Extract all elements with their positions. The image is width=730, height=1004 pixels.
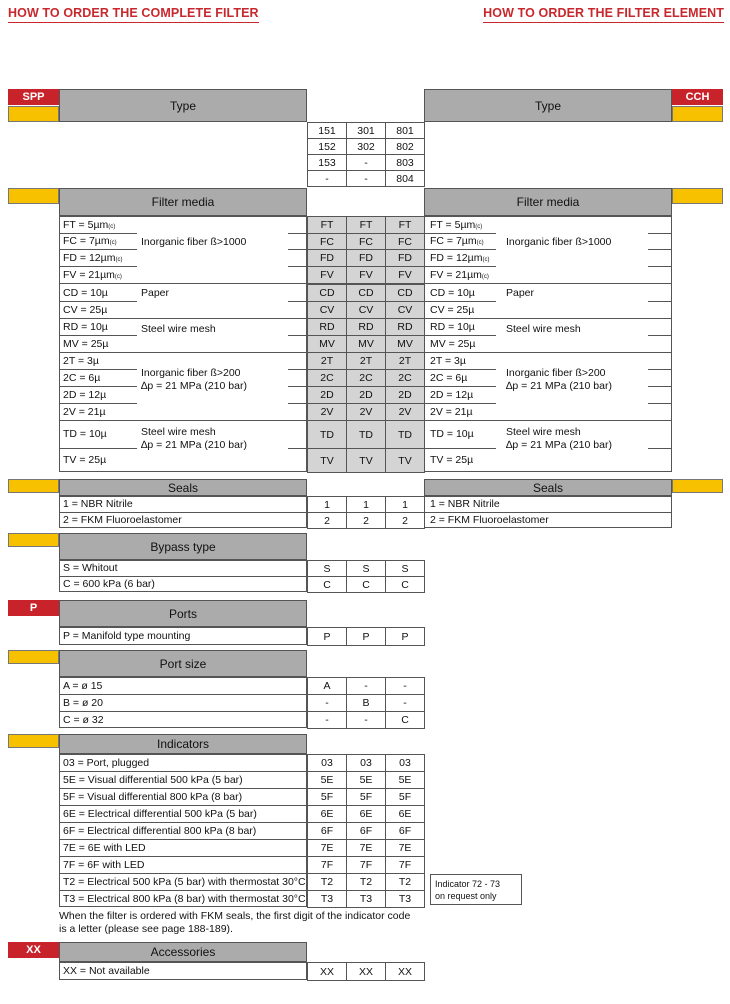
media-option-element	[430, 269, 489, 283]
media-code-cell: TV	[385, 448, 425, 473]
media-divider	[59, 369, 137, 370]
media-divider	[59, 386, 137, 387]
media-option-label: MV = 25µ	[430, 337, 476, 350]
indicators-code-cell: T3	[385, 890, 425, 908]
media-option	[63, 252, 122, 266]
media-code-cell: 2D	[307, 386, 347, 404]
media-option-label: MV = 25µ	[63, 337, 109, 350]
media-divider	[648, 233, 672, 234]
media-option-label: RD = 10µ	[63, 320, 108, 333]
media-group-divider	[59, 283, 307, 284]
media-divider	[648, 369, 672, 370]
media-divider	[424, 403, 496, 404]
media-group-divider	[424, 420, 672, 421]
indicators-option: T2 = Electrical 500 kPa (5 bar) with thermostat 30°C	[63, 875, 306, 888]
media-option-label: FV = 21µm	[63, 268, 115, 281]
portsize-code-cell: A	[307, 677, 347, 695]
media-divider	[424, 369, 496, 370]
media-option-label: 2C = 6µ	[430, 371, 468, 384]
media-code-cell: CV	[307, 301, 347, 319]
media-option-label: FV = 21µm	[430, 268, 482, 281]
media-option	[63, 454, 106, 466]
media-divider	[424, 266, 496, 267]
media-option-element	[430, 355, 466, 367]
media-option	[63, 355, 99, 367]
bypass-option: C = 600 kPa (6 bar)	[63, 578, 155, 590]
media-code-cell: FC	[307, 233, 347, 250]
seals-header-right: Seals	[424, 479, 672, 496]
indicators-divider	[59, 788, 307, 789]
media-divider	[288, 335, 307, 336]
media-divider	[648, 386, 672, 387]
indicators-option: 6E = Electrical differential 500 kPa (5 bar)	[63, 807, 257, 820]
media-divider	[59, 448, 137, 449]
seal-code-cell: 2	[346, 512, 386, 529]
media-option	[63, 304, 107, 316]
seal-code-cell: 1	[385, 496, 425, 513]
portsize-option: C = ø 32	[63, 713, 104, 726]
media-divider	[288, 301, 307, 302]
indicators-code-cell: T3	[346, 890, 386, 908]
seal-code-cell: 2	[307, 512, 347, 529]
type-header-right: Type	[424, 89, 672, 122]
portsize-code-cell: -	[346, 711, 386, 729]
media-group-divider	[424, 352, 672, 353]
media-description-element: ∆p = 21 MPa (210 bar)	[506, 380, 612, 392]
media-option-label: FT = 5µm	[63, 218, 109, 231]
portsize-code-cell: -	[346, 677, 386, 695]
media-description-element: ∆p = 21 MPa (210 bar)	[506, 439, 612, 451]
portsize-header: Port size	[59, 650, 307, 677]
indicators-option: T3 = Electrical 800 kPa (8 bar) with thermostat 30°C	[63, 892, 306, 905]
indicators-code-cell: 5F	[385, 788, 425, 806]
footnote-line: is a letter (please see page 188-189).	[59, 923, 233, 935]
media-description-element: Steel wire mesh	[506, 323, 581, 335]
media-code-cell: FT	[385, 216, 425, 234]
media-code-cell: FC	[346, 233, 386, 250]
portsize-code-cell: C	[385, 711, 425, 729]
ports-header: Ports	[59, 600, 307, 627]
portsize-code-cell: -	[307, 694, 347, 712]
media-suffix: (c)	[482, 256, 490, 263]
media-option	[63, 406, 106, 418]
media-option-element	[430, 406, 473, 418]
indicators-option: 5F = Visual differential 800 kPa (8 bar)	[63, 790, 243, 803]
media-description: Steel wire mesh	[141, 323, 216, 335]
media-option-label: CD = 10µ	[430, 286, 475, 299]
portsize-divider	[59, 711, 307, 712]
media-code-cell: CV	[385, 301, 425, 319]
seal-option-element: 1 = NBR Nitrile	[430, 498, 500, 510]
footnote-line: When the filter is ordered with FKM seals, the first digit of the indicator code	[59, 910, 411, 922]
media-option-label: FD = 12µm	[63, 251, 116, 264]
media-option-label: 2T = 3µ	[430, 354, 466, 367]
media-option-label: CV = 25µ	[430, 303, 475, 316]
portsize-code-cell: -	[385, 694, 425, 712]
ports-code-cell: P	[346, 627, 386, 646]
media-description: Inorganic fiber ß>200	[141, 367, 241, 379]
media-code-cell: CD	[385, 284, 425, 302]
media-code-cell: FC	[385, 233, 425, 250]
media-code-cell: FV	[385, 266, 425, 284]
media-suffix: (c)	[475, 223, 483, 230]
media-divider	[424, 448, 496, 449]
media-description-element: Inorganic fiber ß>200	[506, 367, 606, 379]
media-divider	[648, 335, 672, 336]
indicators-code-cell: 7F	[307, 856, 347, 874]
media-code-cell: RD	[346, 318, 386, 336]
indicators-code-cell: 5F	[307, 788, 347, 806]
media-option-label: FD = 12µm	[430, 251, 483, 264]
media-code-cell: 2T	[346, 352, 386, 370]
media-code-cell: MV	[385, 335, 425, 353]
media-option-label: FT = 5µm	[430, 218, 476, 231]
type-code-cell: -	[307, 170, 347, 187]
media-divider	[288, 233, 307, 234]
media-description: Inorganic fiber ß>1000	[141, 236, 247, 248]
portsize-code-cell: -	[307, 711, 347, 729]
indicators-marker	[8, 734, 59, 748]
media-option-label: 2V = 21µ	[430, 405, 473, 418]
media-option-element	[430, 372, 467, 384]
media-option-element	[430, 252, 489, 266]
portsize-code-cell: B	[346, 694, 386, 712]
media-group-divider	[59, 318, 307, 319]
indicators-divider	[59, 771, 307, 772]
type-code-cell: 801	[385, 122, 425, 139]
media-suffix: (c)	[108, 223, 116, 230]
media-code-cell: FV	[346, 266, 386, 284]
media-code-cell: TD	[346, 420, 386, 449]
indicators-code-cell: 7E	[346, 839, 386, 857]
media-group-divider	[424, 283, 672, 284]
seal-option: 1 = NBR Nitrile	[63, 498, 133, 510]
accessories-code-cell: XX	[385, 962, 425, 981]
media-code-cell: 2D	[385, 386, 425, 404]
media-option-element	[430, 235, 484, 249]
media-divider	[648, 403, 672, 404]
indicators-option: 5E = Visual differential 500 kPa (5 bar)	[63, 773, 243, 786]
indicators-option: 03 = Port, plugged	[63, 756, 150, 769]
seal-code-cell: 1	[346, 496, 386, 513]
indicators-code-cell: 6F	[385, 822, 425, 840]
type-code-cell: 152	[307, 138, 347, 155]
media-code-cell: MV	[307, 335, 347, 353]
code-ports: P	[8, 600, 59, 616]
media-group-divider	[424, 318, 672, 319]
seals-divider	[424, 512, 672, 513]
media-option-label: TD = 10µ	[430, 428, 474, 440]
type-header-left: Type	[59, 89, 307, 122]
type-marker-left	[8, 106, 59, 122]
seal-code-cell: 2	[385, 512, 425, 529]
indicators-code-cell: 03	[346, 754, 386, 772]
ports-option: P = Manifold type mounting	[63, 630, 191, 642]
media-divider	[424, 386, 496, 387]
code-accessories: XX	[8, 942, 59, 958]
type-code-cell: 301	[346, 122, 386, 139]
media-code-cell: TD	[385, 420, 425, 449]
media-option-label: FC = 7µm	[63, 235, 110, 247]
type-code-cell: -	[346, 154, 386, 171]
indicators-option: 7F = 6F with LED	[63, 858, 145, 871]
indicator-footnote	[59, 910, 429, 936]
type-code-cell: 302	[346, 138, 386, 155]
media-option-element	[430, 428, 474, 440]
bypass-marker	[8, 533, 59, 547]
media-option	[63, 389, 106, 401]
media-divider	[59, 335, 137, 336]
ports-code-cell: P	[385, 627, 425, 646]
indicators-code-cell: 7E	[385, 839, 425, 857]
indicators-code-cell: T3	[307, 890, 347, 908]
media-divider	[59, 301, 137, 302]
media-code-cell: CV	[346, 301, 386, 319]
indicators-option: 7E = 6E with LED	[63, 841, 146, 854]
seals-divider	[59, 512, 307, 513]
media-option-label: RD = 10µ	[430, 320, 475, 333]
media-code-cell: 2C	[385, 369, 425, 387]
indicators-option: 6F = Electrical differential 800 kPa (8 bar)	[63, 824, 257, 837]
indicator-note-line: Indicator 72 - 73	[435, 879, 501, 889]
media-suffix: (c)	[476, 240, 484, 246]
seals-marker-right	[672, 479, 723, 493]
media-option	[63, 372, 100, 384]
media-code-cell: FD	[346, 249, 386, 267]
seal-option: 2 = FKM Fluoroelastomer	[63, 514, 182, 526]
bypass-code-cell: S	[385, 560, 425, 577]
media-divider	[648, 249, 672, 250]
indicators-code-cell: 6E	[307, 805, 347, 823]
portsize-option: A = ø 15	[63, 679, 103, 692]
media-divider	[288, 386, 307, 387]
type-code-cell: 803	[385, 154, 425, 171]
media-option-label: TV = 25µ	[430, 454, 474, 466]
media-option	[63, 219, 115, 233]
indicators-code-cell: 7F	[346, 856, 386, 874]
media-option-label: FC = 7µm	[430, 235, 477, 247]
media-option-element	[430, 338, 475, 350]
bypass-code-cell: S	[307, 560, 347, 577]
seals-header-left: Seals	[59, 479, 307, 496]
media-description: ∆p = 21 MPa (210 bar)	[141, 439, 247, 451]
portsize-marker	[8, 650, 59, 664]
indicators-code-cell: T2	[385, 873, 425, 891]
media-code-cell: 2T	[307, 352, 347, 370]
bypass-code-cell: C	[385, 576, 425, 593]
type-code-cell: -	[346, 170, 386, 187]
media-code-cell: TD	[307, 420, 347, 449]
media-option-element	[430, 219, 482, 233]
media-code-cell: CD	[307, 284, 347, 302]
header-filter-element: HOW TO ORDER THE FILTER ELEMENT	[483, 6, 724, 23]
indicators-code-cell: 7E	[307, 839, 347, 857]
type-code-cell: 151	[307, 122, 347, 139]
media-code-cell: FD	[307, 249, 347, 267]
media-code-cell: 2V	[346, 403, 386, 421]
media-code-cell: FT	[307, 216, 347, 234]
bypass-code-cell: S	[346, 560, 386, 577]
indicators-divider	[59, 856, 307, 857]
media-option-element	[430, 454, 473, 466]
indicators-code-cell: 6E	[385, 805, 425, 823]
indicators-code-cell: 5F	[346, 788, 386, 806]
media-description: Steel wire mesh	[141, 426, 216, 438]
indicators-code-cell: 6F	[307, 822, 347, 840]
accessories-code-cell: XX	[307, 962, 347, 981]
media-option	[63, 338, 108, 350]
type-marker-right	[672, 106, 723, 122]
portsize-code-cell: -	[385, 677, 425, 695]
indicators-divider	[59, 822, 307, 823]
media-header-left: Filter media	[59, 188, 307, 216]
portsize-divider	[59, 694, 307, 695]
media-code-cell: TV	[346, 448, 386, 473]
media-divider	[59, 233, 137, 234]
accessories-code-cell: XX	[346, 962, 386, 981]
media-suffix: (c)	[115, 256, 123, 263]
media-divider	[424, 301, 496, 302]
media-code-cell: 2V	[385, 403, 425, 421]
seal-option-element: 2 = FKM Fluoroelastomer	[430, 514, 549, 526]
code-spp: SPP	[8, 89, 59, 105]
media-option-label: 2D = 12µ	[430, 388, 474, 401]
media-divider	[59, 249, 137, 250]
media-divider	[424, 233, 496, 234]
media-option-label: 2D = 12µ	[63, 388, 107, 401]
bypass-option: S = Whitout	[63, 562, 118, 574]
media-option	[63, 321, 108, 333]
media-option-label: 2V = 21µ	[63, 405, 106, 418]
media-option-label: 2C = 6µ	[63, 371, 101, 384]
media-code-cell: MV	[346, 335, 386, 353]
media-option	[63, 428, 107, 440]
media-divider	[424, 249, 496, 250]
indicators-code-cell: 5E	[307, 771, 347, 789]
media-option-label: TV = 25µ	[63, 454, 107, 466]
media-code-cell: 2D	[346, 386, 386, 404]
media-code-cell: 2T	[385, 352, 425, 370]
media-divider	[288, 448, 307, 449]
accessories-option: XX = Not available	[63, 965, 150, 977]
media-option-element	[430, 389, 473, 401]
media-option-element	[430, 304, 474, 316]
indicators-code-cell: 7F	[385, 856, 425, 874]
media-code-cell: 2C	[307, 369, 347, 387]
media-description-element: Steel wire mesh	[506, 426, 581, 438]
media-description-element: Paper	[506, 287, 535, 299]
indicators-header: Indicators	[59, 734, 307, 754]
portsize-option: B = ø 20	[63, 696, 103, 709]
indicators-divider	[59, 890, 307, 891]
media-group-divider	[59, 352, 307, 353]
indicators-code-cell: T2	[307, 873, 347, 891]
bypass-divider	[59, 576, 307, 577]
type-code-cell: 804	[385, 170, 425, 187]
indicators-code-cell: 03	[307, 754, 347, 772]
media-divider	[648, 448, 672, 449]
media-code-cell: CD	[346, 284, 386, 302]
media-header-right: Filter media	[424, 188, 672, 216]
media-code-cell: FV	[307, 266, 347, 284]
media-description: Paper	[141, 287, 170, 299]
media-option-label: TD = 10µ	[63, 428, 107, 440]
bypass-header: Bypass type	[59, 533, 307, 560]
header-complete-filter: HOW TO ORDER THE COMPLETE FILTER	[8, 6, 259, 23]
indicators-code-cell: 5E	[346, 771, 386, 789]
media-divider	[288, 403, 307, 404]
media-option-element	[430, 321, 475, 333]
code-cch: CCH	[672, 89, 723, 105]
media-divider	[648, 266, 672, 267]
media-code-cell: FT	[346, 216, 386, 234]
media-option-label: CV = 25µ	[63, 303, 108, 316]
indicators-divider	[59, 805, 307, 806]
media-option	[63, 269, 122, 283]
media-marker-right	[672, 188, 723, 204]
media-divider	[288, 369, 307, 370]
media-code-cell: 2V	[307, 403, 347, 421]
media-option	[63, 287, 108, 299]
media-code-cell: RD	[307, 318, 347, 336]
media-divider	[288, 266, 307, 267]
media-suffix: (c)	[109, 240, 117, 246]
media-divider	[59, 266, 137, 267]
media-description-element: Inorganic fiber ß>1000	[506, 236, 612, 248]
media-option	[63, 235, 117, 249]
media-code-cell: FD	[385, 249, 425, 267]
accessories-header: Accessories	[59, 942, 307, 962]
indicators-divider	[59, 839, 307, 840]
indicators-divider	[59, 873, 307, 874]
media-divider	[288, 249, 307, 250]
indicators-code-cell: 6E	[346, 805, 386, 823]
media-option-element	[430, 287, 475, 299]
indicators-code-cell: 03	[385, 754, 425, 772]
indicator-note-line: on request only	[435, 891, 497, 901]
media-divider	[648, 301, 672, 302]
indicators-code-cell: T2	[346, 873, 386, 891]
media-option-label: 2T = 3µ	[63, 354, 99, 367]
ports-code-cell: P	[307, 627, 347, 646]
indicator-note-box	[430, 874, 522, 905]
media-suffix: (c)	[481, 273, 489, 280]
media-marker-left	[8, 188, 59, 204]
media-description: ∆p = 21 MPa (210 bar)	[141, 380, 247, 392]
bypass-code-cell: C	[346, 576, 386, 593]
indicators-code-cell: 5E	[385, 771, 425, 789]
media-code-cell: TV	[307, 448, 347, 473]
media-divider	[424, 335, 496, 336]
type-code-cell: 802	[385, 138, 425, 155]
media-code-cell: 2C	[346, 369, 386, 387]
media-group-divider	[59, 420, 307, 421]
media-option-label: CD = 10µ	[63, 286, 108, 299]
bypass-code-cell: C	[307, 576, 347, 593]
seals-marker-left	[8, 479, 59, 493]
seal-code-cell: 1	[307, 496, 347, 513]
media-suffix: (c)	[114, 273, 122, 280]
media-code-cell: RD	[385, 318, 425, 336]
media-divider	[59, 403, 137, 404]
type-code-cell: 153	[307, 154, 347, 171]
indicators-code-cell: 6F	[346, 822, 386, 840]
